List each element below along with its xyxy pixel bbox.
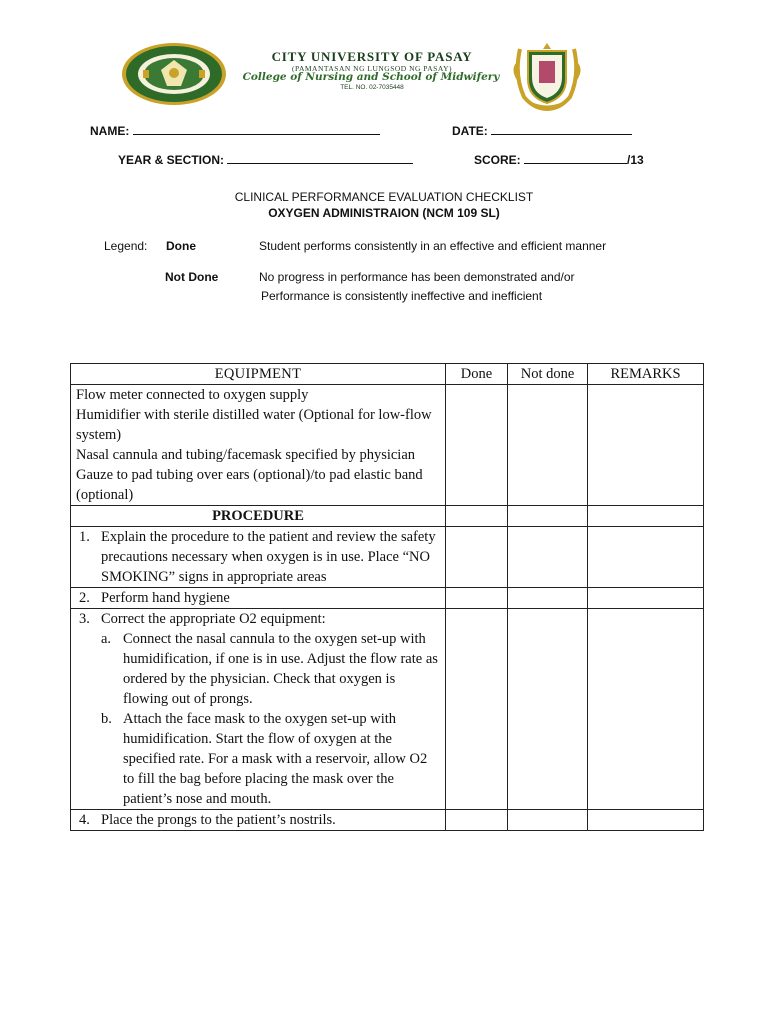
score-field[interactable] [474,153,644,167]
remarks-header: REMARKS [588,364,704,385]
step-number: 2. [79,590,90,606]
equipment-header: EQUIPMENT [71,364,446,385]
step-text: Explain the procedure to the patient and review the safety precautions necessary when oxygen is in use. Place “NO SMOKING” signs in appropriate areas [101,529,436,585]
not-done-cell [508,506,588,527]
not-done-cell[interactable] [508,385,588,506]
substep-text: Attach the face mask to the oxygen set-up with humidification. Start the flow of oxygen at the specified rate. For a mask with a reservoir, allow O2 to fill the bag before placing the mask over the patient’s nose and mouth. [123,711,428,807]
step-text: Place the prongs to the patient’s nostrils. [101,812,336,828]
procedure-step-row [71,609,704,810]
score-line[interactable] [524,153,627,164]
legend-not-done-description-2: Performance is consistently ineffective and inefficient [261,289,543,303]
date-label: DATE: [452,124,488,138]
remarks-cell[interactable] [588,527,704,588]
step-text: Correct the appropriate O2 equipment: [101,611,326,627]
procedure-substep [76,629,440,709]
checklist-table [70,363,704,831]
telephone-number: TEL. NO. 02-7035448 [340,84,404,91]
procedure-header-row [71,506,704,527]
remarks-cell[interactable] [588,810,704,831]
procedure-step-cell [71,810,446,831]
substep-letter: b. [101,711,112,727]
done-cell [446,506,508,527]
name-field[interactable] [90,124,380,138]
not-done-cell[interactable] [508,588,588,609]
legend-not-done-term: Not Done [165,270,219,284]
done-cell[interactable] [446,609,508,810]
date-field[interactable] [452,124,632,138]
procedure-step [76,609,440,629]
step-number: 1. [79,529,90,545]
legend-label: Legend: [104,239,148,253]
year-section-line[interactable] [227,153,413,164]
done-cell[interactable] [446,385,508,506]
table-header-row [71,364,704,385]
equipment-item: Flow meter connected to oxygen supply [76,387,309,403]
procedure-step-row [71,588,704,609]
university-name: CITY UNIVERSITY OF PASAY [271,49,473,64]
legend-done-description: Student performs consistently in an effective and efficient manner [259,239,607,253]
score-total: /13 [627,153,644,167]
procedure-step-row [71,810,704,831]
substep-letter: a. [101,631,112,647]
name-label: NAME: [90,124,130,138]
score-label: SCORE: [474,153,521,167]
procedure-step-cell [71,609,446,810]
name-line[interactable] [133,124,380,135]
not-done-header: Not done [508,364,588,385]
not-done-cell[interactable] [508,527,588,588]
remarks-cell[interactable] [588,609,704,810]
equipment-item: Gauze to pad tubing over ears (optional)/to pad elastic band (optional) [76,467,423,503]
step-text: Perform hand hygiene [101,590,230,606]
done-cell[interactable] [446,527,508,588]
done-cell[interactable] [446,810,508,831]
university-seal-logo [121,42,227,106]
date-line[interactable] [491,124,632,135]
college-crest-logo [512,39,582,111]
procedure-step [76,588,440,608]
remarks-cell[interactable] [588,385,704,506]
procedure-substep [76,709,440,809]
not-done-cell[interactable] [508,609,588,810]
remarks-cell[interactable] [588,588,704,609]
procedure-header: PROCEDURE [71,506,446,527]
not-done-cell[interactable] [508,810,588,831]
university-local-name: (PAMANTASAN NG LUNGSOD NG PASAY) [291,64,452,73]
equipment-list [71,385,446,506]
year-section-field[interactable] [118,153,413,167]
year-section-label: YEAR & SECTION: [118,153,225,167]
done-cell[interactable] [446,588,508,609]
procedure-step [76,527,440,587]
checklist-subheading: OXYGEN ADMINISTRAION (NCM 109 SL) [268,206,500,220]
college-name: College of Nursing and School of Midwifery [242,71,500,83]
procedure-step-row [71,527,704,588]
step-number: 3. [79,611,90,627]
legend-done-term: Done [166,239,196,253]
legend-not-done-description-1: No progress in performance has been demonstrated and/or [259,270,575,284]
procedure-step [76,810,440,830]
equipment-item: Nasal cannula and tubing/facemask specified by physician [76,447,416,463]
procedure-step-cell [71,527,446,588]
checklist-heading: CLINICAL PERFORMANCE EVALUATION CHECKLIST [234,190,534,204]
procedure-step-cell [71,588,446,609]
substep-text: Connect the nasal cannula to the oxygen set-up with humidification, if one is in use. Adjust the flow rate as ordered by the physician. Check that oxygen is flowing out of prongs. [123,631,438,707]
remarks-cell [588,506,704,527]
step-number: 4. [79,812,90,828]
done-header: Done [446,364,508,385]
equipment-row [71,385,704,506]
equipment-item: Humidifier with sterile distilled water (Optional for low-flow system) [76,407,432,443]
